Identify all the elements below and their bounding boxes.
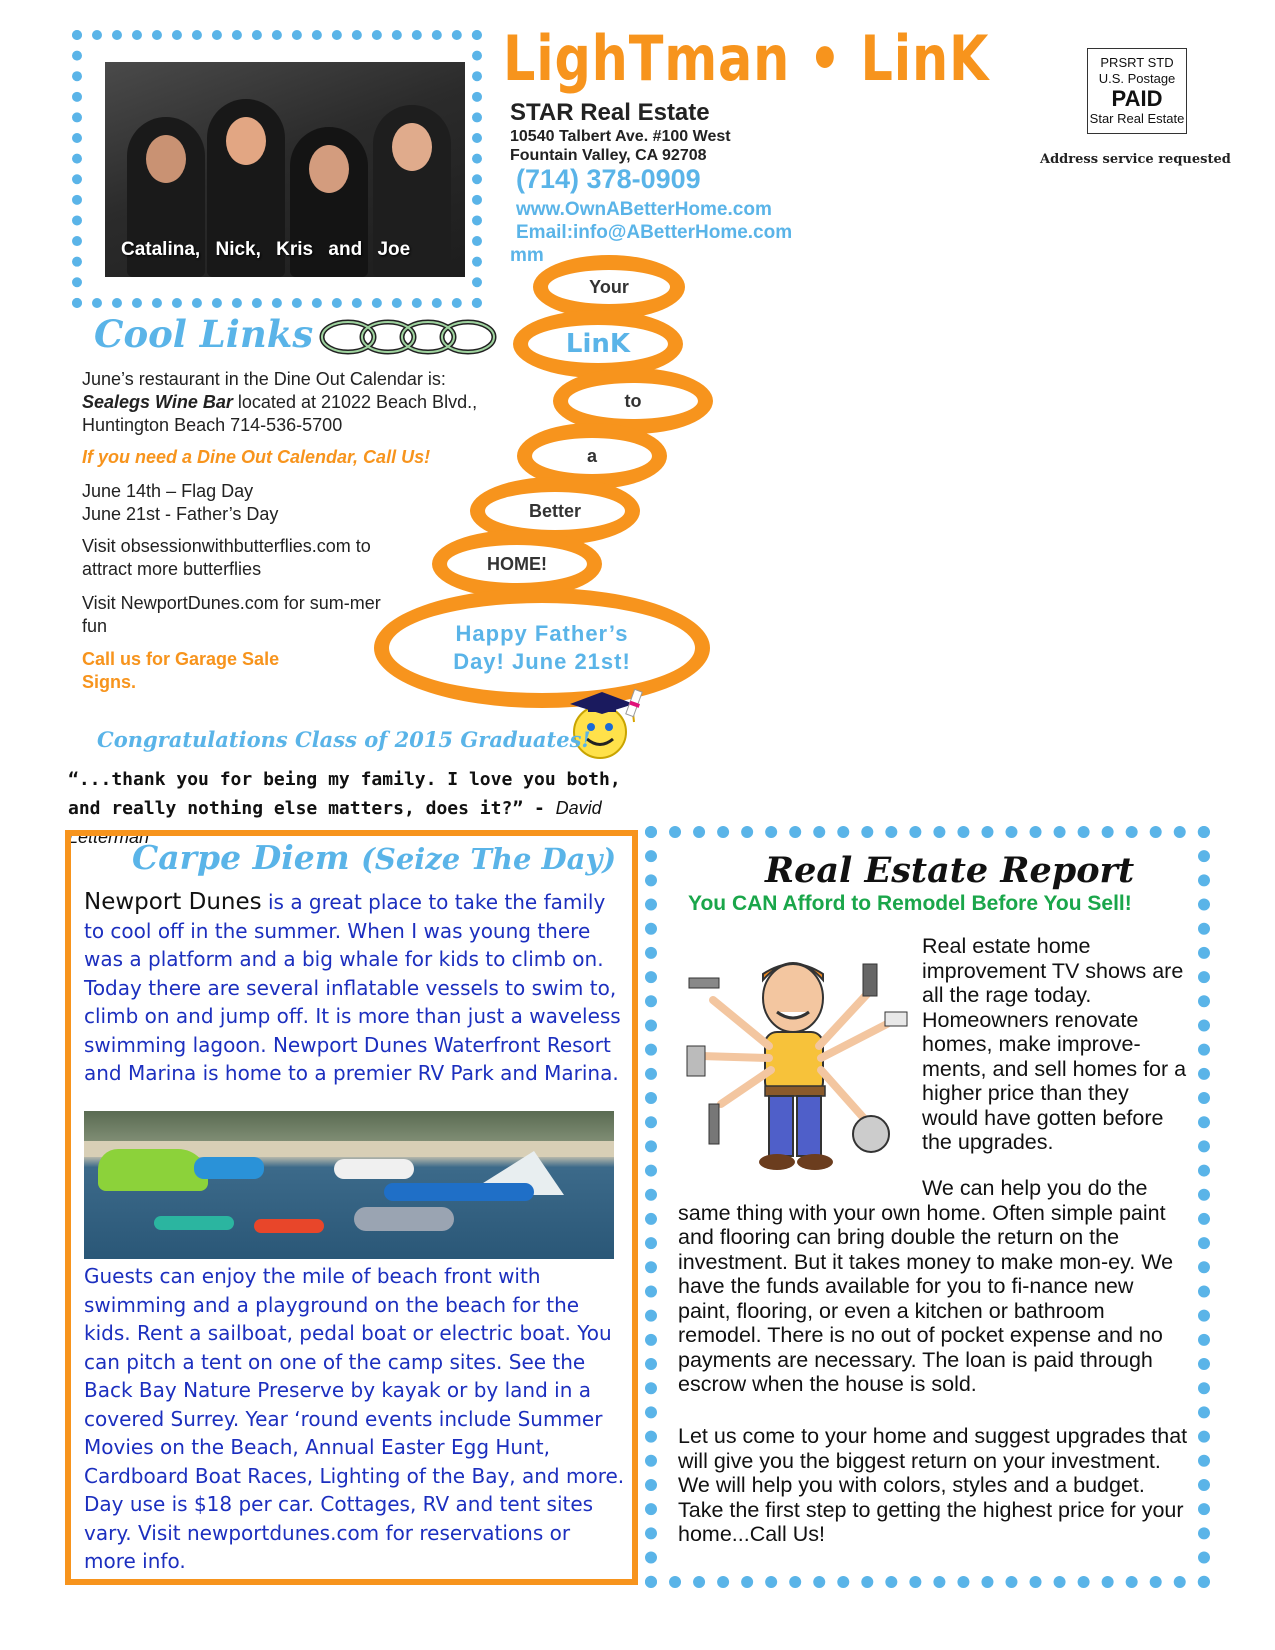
garage-sale-note: Call us for Garage Sale Signs. <box>82 649 280 692</box>
extra-text: mm <box>510 245 544 266</box>
address-line2: Fountain Valley, CA 92708 <box>510 147 707 164</box>
date-fathers-day: June 21st - Father’s Day <box>82 504 279 524</box>
real-estate-title: Real Estate Report <box>765 850 1135 891</box>
bubble-link: LinK <box>513 310 683 378</box>
carpe-lead: Newport Dunes <box>84 889 262 915</box>
bubble-better: Better <box>470 477 640 545</box>
carpe-para2: Guests can enjoy the mile of beach front with swimming and a playground on the beach for the kids. Rent a sailboat, pedal boat or electric boat. You can pitch a tent on one of the camp sites. See the Back Bay Nature Preserve by kayak or by land in a covered Surrey. Year ‘round events include Summer Movies on the Beach, Annual Easter Egg Hunt, Cardboard Boat Races, Lighting of the Bay, and more. Day use is $18 per car. Cottages, RV and tent sites vary. Visit newportdunes.com for reservations or more info. <box>84 1264 625 1573</box>
postage-line2: U.S. Postage <box>1098 71 1176 86</box>
quote-text: “...thank you for being my family. I love you both, and really nothing else matters, does it?” - <box>68 769 621 819</box>
address-service: Address service requested <box>1040 152 1231 167</box>
team-photo <box>105 62 465 277</box>
bubble-a: a <box>517 423 667 489</box>
chain-icon <box>318 315 498 359</box>
newport-dunes-photo <box>84 1111 614 1259</box>
bubble-fathers-day: Happy Father’s Day! June 21st! <box>374 588 710 708</box>
quote-author: David Letterman <box>68 798 602 847</box>
restaurant-name: Sealegs Wine Bar <box>82 392 233 412</box>
phone-number[interactable]: (714) 378-0909 <box>516 164 701 194</box>
company-name: STAR Real Estate <box>510 99 710 126</box>
dates-list <box>82 480 522 526</box>
postage-indicia <box>1087 48 1187 134</box>
carpe-para1-text: is a great place to take the family to cool off in the summer. When I was young there was a platform and a big whale for kids to climb on. Today there are several inflatable vessels to swim to, climb on and jump off. It is more than just a waveless swimming lagoon. Newport Dunes Waterfront Resort and Marina is home to a premier RV Park and Marina. <box>84 890 621 1085</box>
photo-caption: Catalina, Nick, Kris and Joe <box>121 239 411 260</box>
real-estate-para2: We can help you do the same thing with your own home. Often simple paint and flooring can bring double the return on the investment. But it takes money to make mon-ey. We have the funds available for you to fi-nance new paint, flooring, or even a kitchen or bathroom remodel. There is no out of pocket expense and no payments are necessary. The loan is paid through escrow when the house is sold. <box>678 1176 1174 1396</box>
carpe-title-main: Carpe Diem <box>132 838 350 877</box>
calendar-note: If you need a Dine Out Calendar, Call Us! <box>82 447 431 467</box>
website-link[interactable]: www.OwnABetterHome.com <box>516 199 772 220</box>
brand-title: LighTman • LinK <box>503 22 990 95</box>
bubble-home: HOME! <box>432 530 602 598</box>
postage-paid: PAID <box>1111 86 1163 111</box>
restaurant-text <box>82 368 522 437</box>
restaurant-intro: June’s restaurant in the Dine Out Calendar is: <box>82 369 446 389</box>
congrats-graduates: Congratulations Class of 2015 Graduates! <box>97 727 591 752</box>
address-line1: 10540 Talbert Ave. #100 West <box>510 128 731 145</box>
butterflies-tip: Visit obsessionwithbutterflies.com to attract more butterflies <box>82 536 371 579</box>
bubble-your: Your <box>533 255 685 319</box>
real-estate-para1: Real estate home improvement TV shows are all the rage today. Homeowners renovate homes, make improve-ments, and sell homes for a higher price than they would have gotten before the upgrades. <box>922 934 1187 1154</box>
bubble-to: to <box>553 368 713 434</box>
email-link[interactable]: Email:info@ABetterHome.com <box>516 222 793 243</box>
date-flag-day: June 14th – Flag Day <box>82 481 254 501</box>
carpe-diem-title <box>132 838 616 877</box>
real-estate-subtitle: You CAN Afford to Remodel Before You Sell! <box>688 892 1132 915</box>
cool-links-title: Cool Links <box>94 312 314 356</box>
postage-line4: Star Real Estate <box>1089 111 1185 126</box>
postage-line1: PRSRT STD <box>1100 55 1174 70</box>
restaurant-details: located at 21022 Beach Blvd., Huntington Beach 714-536-5700 <box>82 392 478 435</box>
contact-links <box>510 198 793 267</box>
carpe-para1 <box>84 888 626 1088</box>
carpe-title-sub: (Seize The Day) <box>361 842 617 876</box>
handyman-icon <box>673 928 913 1176</box>
company-address <box>510 127 731 165</box>
newport-tip: Visit NewportDunes.com for sum-mer fun <box>82 593 381 636</box>
real-estate-para3: Let us come to your home and suggest upgrades that will give you the biggest return on your investment. We will help you with colors, styles and a budget. Take the first step to getting the highest price for your home...Call Us! <box>678 1424 1188 1546</box>
